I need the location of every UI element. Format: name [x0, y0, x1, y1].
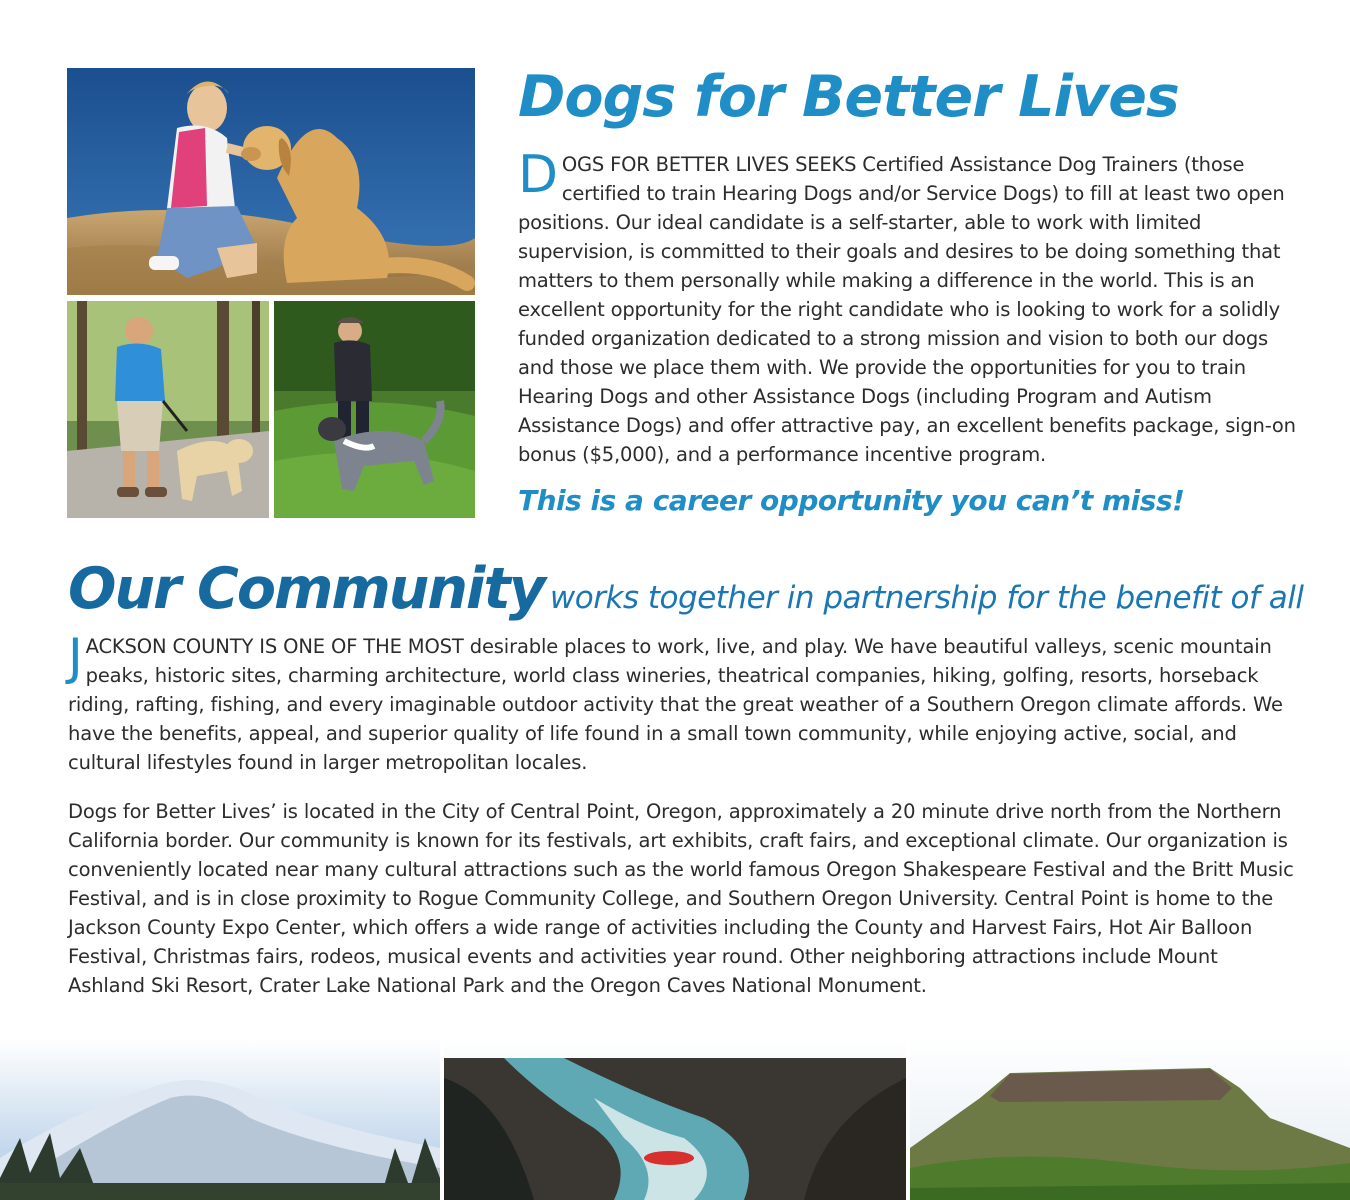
community-paragraph-1 [68, 628, 1293, 777]
community-paragraph-2: Dogs for Better Lives’ is located in the City of Central Point, Oregon, approximately a 20 minute drive north from the Northern California border. Our community is known for its festivals, art exhibits, craft fairs, and exceptional climate. Our organization is conveniently located near many cultural attractions such as the world famous Oregon Shakespeare Festival and the Britt Music Festival, and is in close proximity to Rogue Community College, and Southern Oregon University. Central Point is home to the Jackson County Expo Center, which offers a wide range of activities including the County and Harvest Fairs, Hot Air Balloon Festival, Christmas fairs, rodeos, musical events and activities year round. Other neighboring attractions include Mount Ashland Ski Resort, Crater Lake National Park and the Oregon Caves National Monument. [68, 800, 1294, 997]
community-title: Our Community [68, 556, 544, 622]
photo-table-rock-mesa [910, 1038, 1350, 1200]
job-tagline: This is a career opportunity you can’t miss! [518, 484, 1185, 517]
photo-woman-with-golden-retriever [67, 68, 475, 295]
intro-dropcap: D [518, 145, 558, 205]
intro-lead-caps: OGS FOR BETTER LIVES SEEKS [561, 153, 857, 176]
community-subtitle: works together in partnership for the benefit of all [549, 580, 1304, 616]
community-dropcap: J [68, 628, 83, 686]
community-lead-caps: ACKSON COUNTY IS ONE OF THE MOST [85, 635, 464, 658]
community-heading [68, 556, 1304, 622]
photo-man-walking-labrador [67, 301, 269, 518]
job-title: Dogs for Better Lives [518, 64, 1179, 130]
intro-body: Certified Assistance Dog Trainers (those certified to train Hearing Dogs and/or Service Dogs) to fill at least two open positions. Our ideal candidate is a self-starter, able to work with limited supervision, is committed to their goals and desires to be doing something that matters to them personally while making a difference in the world. This is an excellent opportunity for the right candidate who is looking to work for a solidly funded organization dedicated to a strong mission and vision to both our dogs and those we place them with. We provide the opportunities for you to train Hearing Dogs and other Assistance Dogs (including Program and Autism Assistance Dogs) and offer attractive pay, an excellent benefits package, sign-on bonus ($5,000), and a performance incentive program. [518, 153, 1296, 466]
community-paragraph-1-body: desirable places to work, live, and play. We have beautiful valleys, scenic mountain peaks, historic sites, charming architecture, world class wineries, theatrical companies, hiking, golfing, resorts, horseback riding, rafting, fishing, and every imaginable outdoor activity that the great weather of a Southern Oregon climate affords. We have the benefits, appeal, and superior quality of life found in a small town community, while enjoying active, social, and cultural lifestyles found in larger metropolitan locales. [68, 635, 1283, 774]
job-intro-paragraph [518, 145, 1298, 469]
photo-river-rafting [444, 1038, 906, 1200]
photo-snowy-mountain [0, 1038, 440, 1200]
photo-woman-with-australian-shepherd [274, 301, 475, 518]
